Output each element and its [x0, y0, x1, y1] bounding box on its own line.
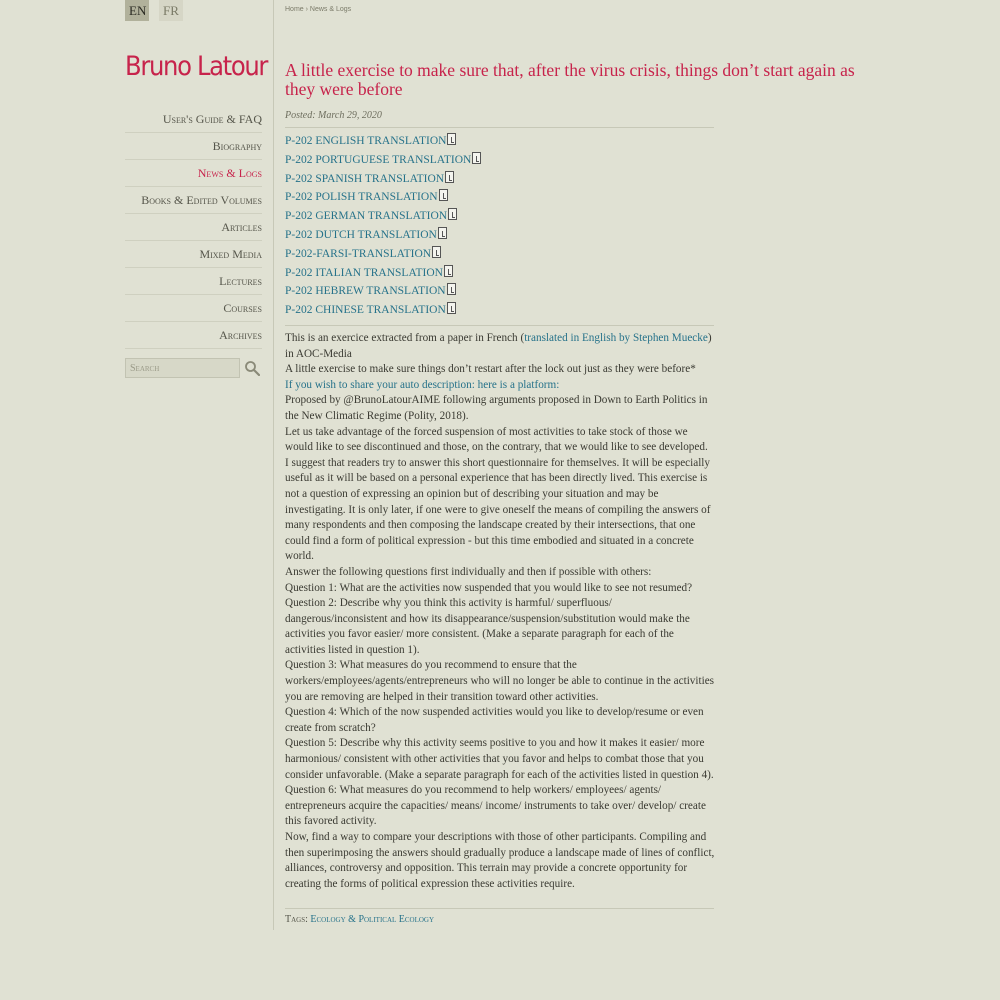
post-tags [285, 914, 434, 925]
translation-item [285, 283, 481, 302]
search-icon[interactable] [244, 360, 260, 376]
translation-item [285, 246, 481, 265]
document-icon[interactable] [448, 208, 457, 220]
translation-link-italian[interactable]: P-202 ITALIAN TRANSLATION [285, 266, 443, 279]
intro-text-end: ) in AOC-Media [285, 332, 712, 360]
document-icon[interactable] [438, 227, 447, 239]
translation-link-farsi[interactable]: P-202-FARSI-TRANSLATION [285, 247, 432, 260]
breadcrumb [285, 6, 351, 13]
nav-item-archives[interactable]: Archives [125, 322, 262, 349]
divider-top [285, 127, 714, 128]
question-4: Question 4: Which of the now suspended activities would you like to develop/resume or even create from scratch? [285, 706, 704, 734]
translation-link-spanish[interactable]: P-202 SPANISH TRANSLATION [285, 172, 445, 185]
language-fr-button[interactable]: FR [159, 0, 183, 21]
paragraph: A little exercise to make sure things don’t restart after the lock out just as they were before* [285, 363, 696, 376]
document-icon[interactable] [472, 152, 481, 164]
nav-item-users-guide[interactable]: User's Guide & FAQ [125, 106, 262, 133]
translation-item [285, 171, 481, 190]
translation-link-hebrew[interactable]: P-202 HEBREW TRANSLATION [285, 285, 446, 298]
question-5: Question 5: Describe why this activity seems positive to you and how it makes it easier/ more harmonious/ consistent with other activities that you favor and helps to combat those that you consider unfavorable. (Make a separate paragraph for each of the activities listed in question 4). [285, 737, 714, 781]
paragraph: Answer the following questions first individually and then if possible with others: [285, 565, 652, 578]
muecke-translation-link[interactable]: translated in English by Stephen Muecke [524, 332, 708, 344]
post-body [285, 331, 717, 892]
nav-item-courses[interactable]: Courses [125, 295, 262, 322]
translation-list [285, 133, 481, 321]
translation-link-english[interactable]: P-202 ENGLISH TRANSLATION [285, 135, 447, 147]
platform-link[interactable]: If you wish to share your auto description: here is a platform: [285, 378, 560, 391]
post-title: A little exercise to make sure that, after the virus crisis, things don’t start again as they were before [285, 60, 855, 99]
translation-item [285, 208, 481, 227]
translation-item [285, 227, 481, 246]
tags-label: Tags: [285, 914, 311, 925]
divider-middle [285, 325, 714, 326]
sidebar-nav [125, 106, 262, 349]
intro-paragraph [285, 331, 717, 362]
divider-bottom [285, 908, 714, 909]
search-input[interactable]: Search [125, 358, 240, 378]
breadcrumb-home[interactable]: Home [285, 6, 304, 13]
translation-item [285, 133, 481, 152]
document-icon[interactable] [447, 133, 456, 145]
breadcrumb-separator: › [303, 6, 310, 13]
platform-paragraph [285, 378, 717, 394]
site-logo[interactable]: Bruno Latour [125, 51, 268, 82]
breadcrumb-current[interactable]: News & Logs [309, 6, 352, 13]
question-2: Question 2: Describe why you think this activity is harmful/ superfluous/ dangerous/inconsistent and how its disappearance/suspension/substitution would make the activities you favor easier/ more consistent. (Make a separate paragraph for each of the activities listed in question 1). [285, 597, 690, 656]
document-icon[interactable] [445, 171, 454, 183]
document-icon[interactable] [432, 246, 441, 258]
post-date: Posted: March 29, 2020 [285, 110, 382, 121]
translation-item [285, 189, 481, 208]
nav-item-books[interactable]: Books & Edited Volumes [125, 187, 262, 214]
document-icon[interactable] [447, 283, 456, 295]
paragraph: Proposed by @BrunoLatourAIME following arguments proposed in Down to Earth Politics in the New Climatic Regime (Polity, 2018). [285, 394, 708, 422]
nav-item-biography[interactable]: Biography [125, 133, 262, 160]
translation-link-german[interactable]: P-202 GERMAN TRANSLATION [285, 210, 448, 223]
nav-item-lectures[interactable]: Lectures [125, 268, 262, 295]
paragraph: Let us take advantage of the forced suspension of most activities to take stock of those we would like to see discontinued and those, on the contrary, that we would like to see developed. [285, 425, 708, 454]
column-divider [273, 0, 274, 930]
tag-link-ecology[interactable]: Ecology & Political Ecology [310, 914, 435, 925]
nav-item-mixed-media[interactable]: Mixed Media [125, 241, 262, 268]
intro-text: This is an exercice extracted from a paper in French ( [285, 332, 525, 344]
question-6: Question 6: What measures do you recommend to help workers/ employees/ agents/ entrepreneurs acquire the capacities/ means/ income/ instruments to take over/ develop/ create this favored activity. [285, 784, 706, 828]
translation-item [285, 302, 481, 321]
language-en-button[interactable]: EN [125, 0, 149, 21]
paragraph: I suggest that readers try to answer this short questionnaire for themselves. It will be especially useful as it will be based on a personal experience that has been directly lived. This exercise is not a question of expressing an opinion but of describing your situation and may be investigating. It is only later, if one were to give oneself the means of compiling the answers of many respondents and then composing the landscape created by their intersections, that one could find a form of political expression - but this time embodied and situated in a concrete world. [285, 456, 711, 563]
document-icon[interactable] [447, 302, 456, 314]
document-icon[interactable] [439, 189, 448, 201]
translation-link-chinese[interactable]: P-202 CHINESE TRANSLATION [285, 304, 446, 317]
question-1: Question 1: What are the activities now suspended that you would like to see not resumed? [285, 581, 693, 594]
translation-link-portuguese[interactable]: P-202 PORTUGUESE TRANSLATION [285, 153, 472, 166]
question-3: Question 3: What measures do you recommend to ensure that the workers/employees/agents/entrepreneurs who will no longer be able to continue in the activities you are removing are helped in their transition toward other activities. [285, 659, 715, 703]
translation-link-dutch[interactable]: P-202 DUTCH TRANSLATION [285, 228, 437, 241]
paragraph: Now, find a way to compare your descriptions with those of other participants. Compiling and then superimposing the answers should gradually produce a landscape made of lines of conflict, alliances, controversy and opposition. This terrain may provide a concrete opportunity for creating the forms of political expression these activities require. [285, 831, 715, 890]
translation-link-polish[interactable]: P-202 POLISH TRANSLATION [285, 191, 438, 204]
nav-item-news-logs[interactable]: News & Logs [125, 160, 262, 187]
nav-item-articles[interactable]: Articles [125, 214, 262, 241]
translation-item [285, 265, 481, 284]
translation-item [285, 152, 481, 171]
document-icon[interactable] [444, 265, 453, 277]
